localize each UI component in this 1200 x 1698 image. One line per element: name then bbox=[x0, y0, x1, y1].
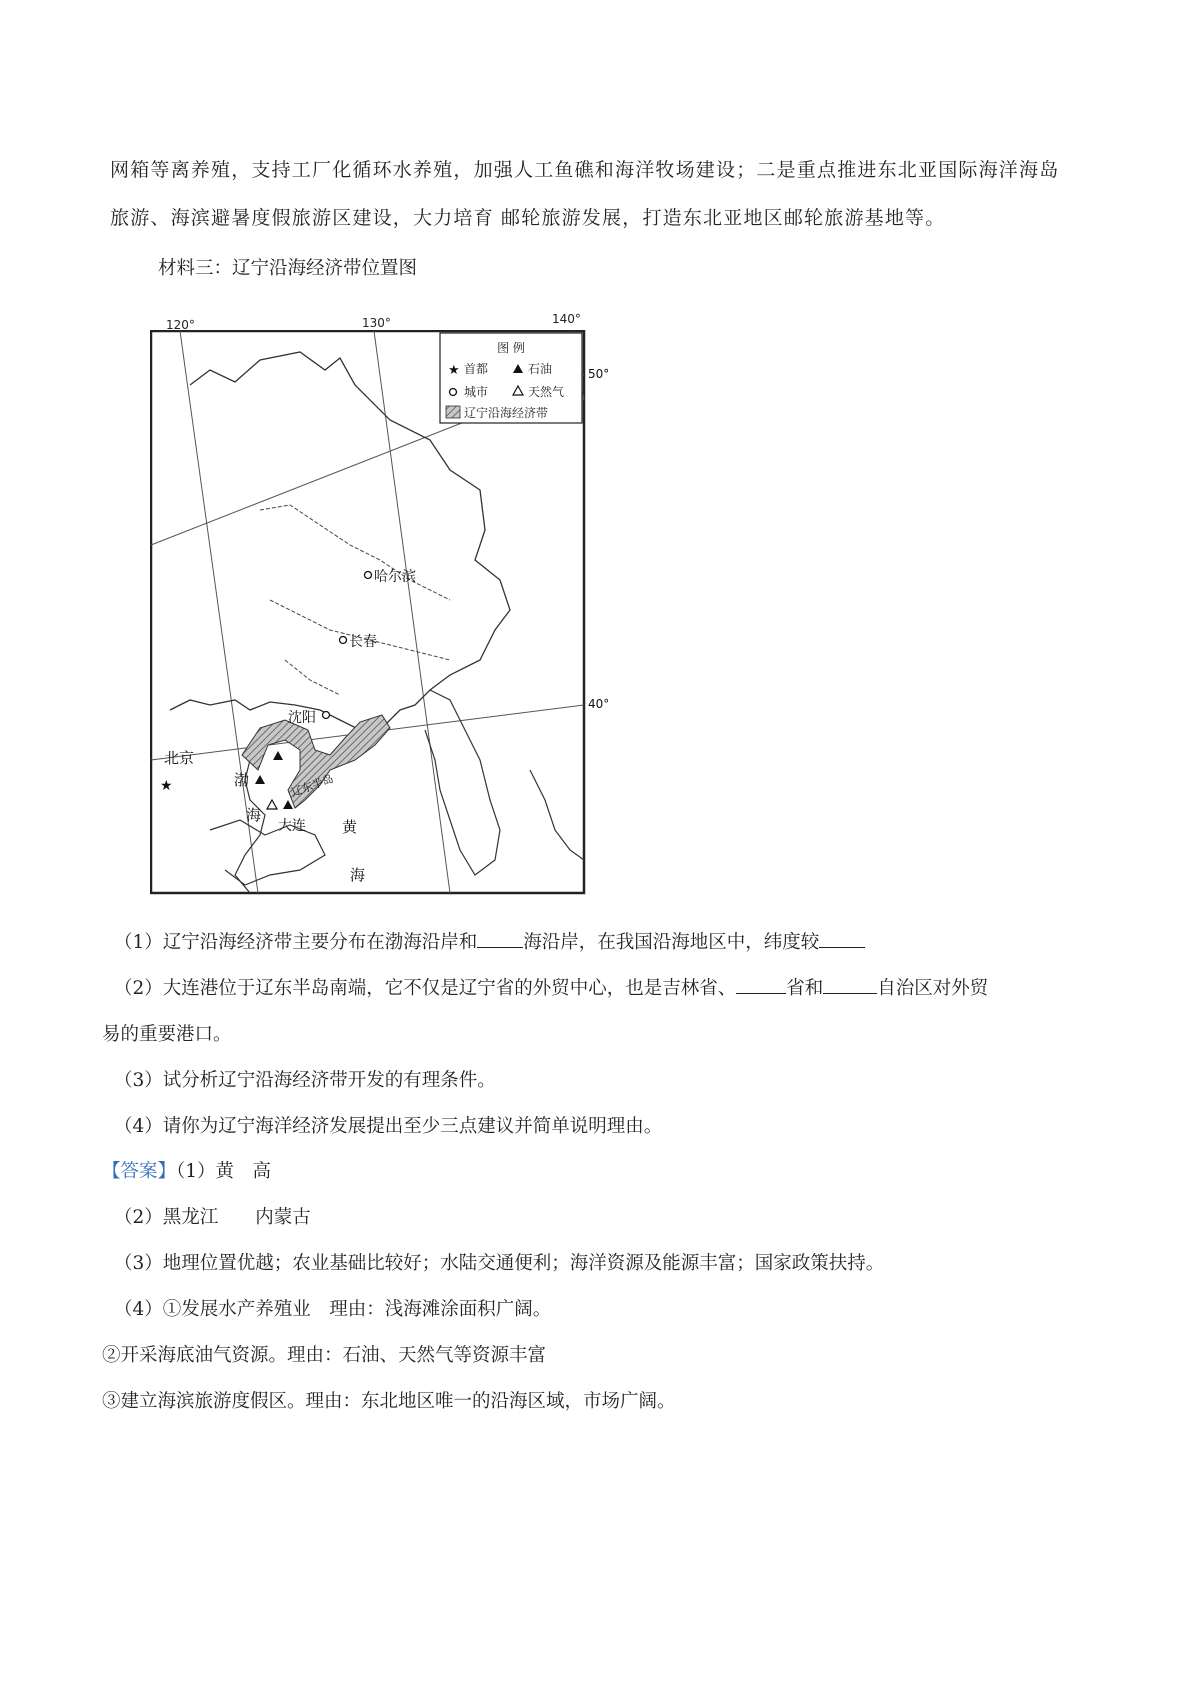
legend-capital: 首都 bbox=[464, 362, 489, 376]
liaodong-peninsula-label: 辽东半岛 bbox=[289, 772, 336, 800]
lon-label-130: 130° bbox=[362, 316, 391, 330]
legend-belt: 辽宁沿海经济带 bbox=[464, 406, 549, 420]
sea-label-bo-hai: 海 bbox=[246, 806, 262, 824]
answer-2: （2）黑龙江 内蒙古 bbox=[114, 1207, 311, 1228]
question-2-text-c: 自治区对外贸 bbox=[877, 978, 989, 999]
question-2 bbox=[114, 974, 988, 1000]
answer-6: ③建立海滨旅游度假区。理由：东北地区唯一的沿海区域，市场广阔。 bbox=[102, 1391, 676, 1412]
lon-label-140: 140° bbox=[552, 312, 581, 326]
question-1-text-a: （1）辽宁沿海经济带主要分布在渤海沿岸和 bbox=[114, 932, 478, 953]
figure-caption: 材料三：辽宁沿海经济带位置图 bbox=[158, 258, 418, 279]
blank-1 bbox=[477, 929, 523, 949]
legend-oil: 石油 bbox=[528, 362, 553, 376]
answer-3: （3）地理位置优越；农业基础比较好；水陆交通便利；海洋资源及能源丰富；国家政策扶持。 bbox=[114, 1253, 885, 1274]
paragraph-line-1: 网箱等离养殖，支持工厂化循环水养殖，加强人工鱼礁和海洋牧场建设；二是重点推进东北亚国际海洋海岛 bbox=[110, 159, 1060, 181]
city-beijing: 北京 bbox=[164, 749, 195, 767]
city-harbin: 哈尔滨 bbox=[374, 569, 416, 585]
belt-swatch-icon bbox=[446, 406, 460, 418]
blank-3 bbox=[736, 975, 786, 995]
city-dalian: 大连 bbox=[278, 818, 306, 834]
shenyang-marker bbox=[323, 712, 330, 719]
lat-label-50: 50° bbox=[588, 367, 610, 381]
harbin-marker bbox=[365, 572, 372, 579]
map-legend bbox=[440, 333, 582, 423]
question-3: （3）试分析辽宁沿海经济带开发的有理条件。 bbox=[114, 1070, 496, 1091]
legend-gas: 天然气 bbox=[528, 385, 565, 399]
legend-title: 图 例 bbox=[497, 341, 525, 355]
city-shenyang: 沈阳 bbox=[288, 710, 316, 726]
sea-label-bo: 渤 bbox=[234, 771, 250, 789]
star-icon: ★ bbox=[448, 363, 460, 378]
lat-label-40: 40° bbox=[588, 697, 610, 711]
lon-label-120-text: 120° bbox=[166, 318, 195, 332]
answer-1-text: （1）黄 高 bbox=[176, 1161, 272, 1182]
sea-label-hai: 海 bbox=[350, 866, 366, 884]
answer-4: （4）①发展水产养殖业 理由：浅海滩涂面积广阔。 bbox=[114, 1299, 552, 1320]
question-2-text-b: 省和 bbox=[786, 978, 824, 999]
question-2-continuation: 易的重要港口。 bbox=[102, 1024, 232, 1045]
answer-label: 【答案】 bbox=[102, 1161, 177, 1182]
question-2-text-a: （2）大连港位于辽东半岛南端，它不仅是辽宁省的外贸中心，也是吉林省、 bbox=[114, 978, 737, 999]
question-1 bbox=[114, 928, 865, 954]
liaoning-coastal-belt-map bbox=[150, 330, 636, 984]
blank-4 bbox=[823, 975, 877, 995]
star-icon-beijing: ★ bbox=[160, 778, 173, 794]
answer-1 bbox=[102, 1157, 271, 1183]
sea-label-huang: 黄 bbox=[342, 818, 358, 836]
question-4: （4）请你为辽宁海洋经济发展提出至少三点建议并简单说明理由。 bbox=[114, 1116, 663, 1137]
question-1-text-b: 海沿岸，在我国沿海地区中，纬度较 bbox=[523, 932, 820, 953]
answer-5: ②开采海底油气资源。理由：石油、天然气等资源丰富 bbox=[102, 1345, 547, 1366]
city-changchun: 长春 bbox=[349, 634, 377, 650]
changchun-marker bbox=[340, 637, 347, 644]
blank-2 bbox=[819, 929, 865, 949]
paragraph-line-2: 旅游、海滨避暑度假旅游区建设，大力培育 邮轮旅游发展，打造东北亚地区邮轮旅游基地等。 bbox=[110, 207, 946, 229]
legend-city: 城市 bbox=[464, 385, 489, 399]
